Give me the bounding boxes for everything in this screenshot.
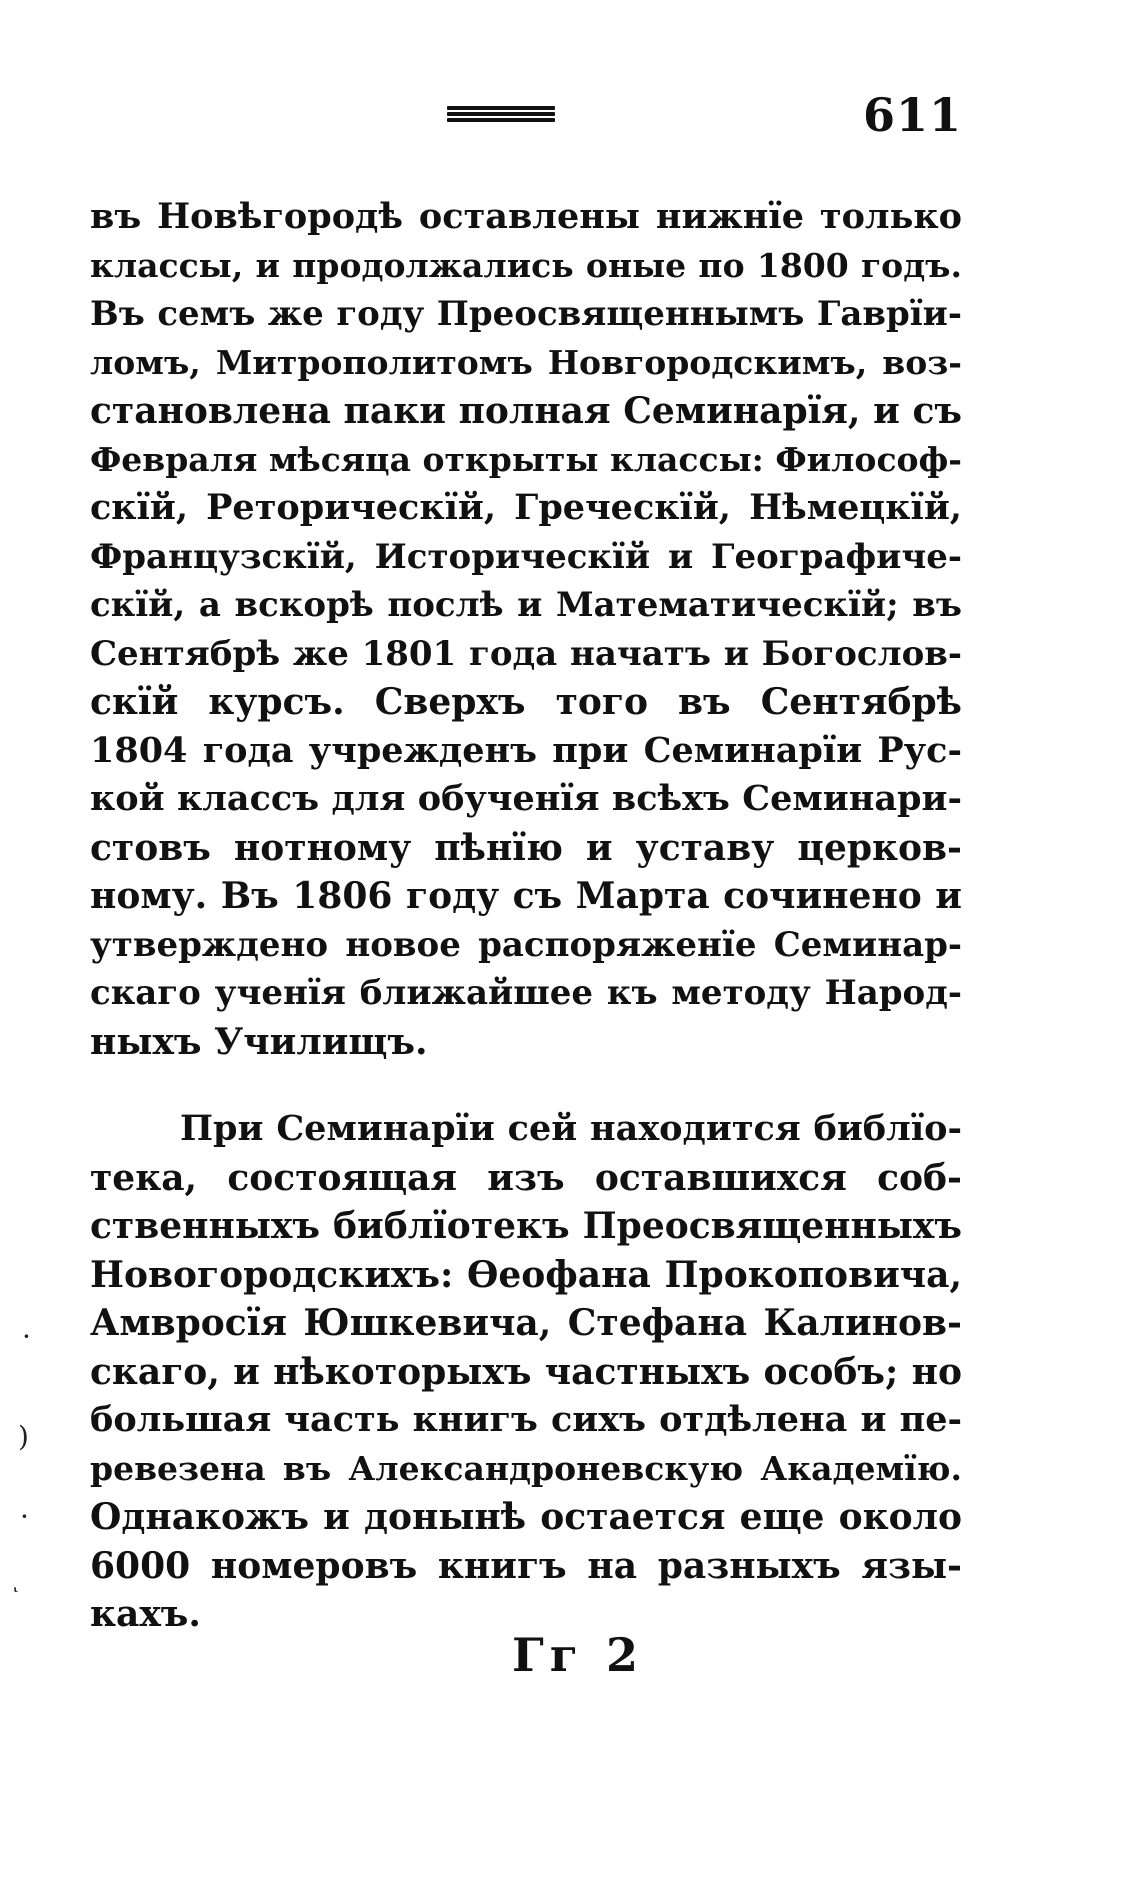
text-line: кахъ. (90, 1593, 201, 1635)
text-line: скаго, и нѣкоторыхъ частныхъ особъ; но (90, 1350, 962, 1393)
page-number: 611 (862, 88, 962, 142)
text-line: скїй, Реторическїй, Греческїй, Нѣмецкїй, (90, 487, 962, 528)
text-line: ственныхъ библїотекъ Преосвященныхъ (90, 1205, 962, 1247)
text-line: скаго ученїя ближайшее къ методу Народ- (90, 973, 962, 1013)
margin-speck: · (20, 1500, 29, 1533)
paragraph-1 (90, 193, 962, 1066)
paragraph-gap (90, 1066, 962, 1105)
text-line: ныхъ Училищъ. (90, 1020, 428, 1063)
text-line: Амвросїя Юшкевича, Стефана Калинов- (90, 1302, 962, 1344)
margin-speck: ) (18, 1420, 29, 1453)
header-rule-line (447, 112, 555, 116)
text-line: скїй курсъ. Сверхъ того въ Сентябрѣ (90, 681, 962, 723)
text-line: ломъ, Митрополитомъ Новгородскимъ, воз- (90, 342, 962, 382)
text-line: утверждено новое распоряженїе Семинар- (90, 924, 962, 965)
text-line: въ Новѣгородѣ оставлены нижнїе только (90, 196, 962, 237)
text-line: 1804 года учрежденъ при Семинарїи Рус- (90, 729, 962, 771)
paragraph-2 (90, 1105, 962, 1639)
text-line: Сентябрѣ же 1801 года начатъ и Богослов- (90, 633, 962, 674)
text-line: становлена паки полная Семинарїя, и съ (90, 390, 962, 432)
text-line: классы, и продолжались оные по 1800 годъ. (90, 245, 962, 285)
header-rule-line (447, 106, 555, 110)
signature-mark: Гг 2 (512, 1628, 644, 1682)
margin-speck: · (22, 1320, 31, 1353)
text-line: скїй, а вскорѣ послѣ и Математическїй; въ (90, 585, 962, 625)
text-line: Въ семъ же году Преосвященнымъ Гаврїи- (90, 294, 962, 334)
text-line: тека, состоящая изъ оставшихся соб- (90, 1156, 962, 1199)
text-line: ревезена въ Александроневскую Академїю. (90, 1448, 962, 1488)
text-line: Новогородскихъ: Ѳеофана Прокоповича, (90, 1253, 962, 1296)
text-line: кой классъ для обученїя всѣхъ Семинари- (90, 778, 962, 819)
text-line: ному. Въ 1806 году съ Марта сочинено и (90, 875, 962, 917)
header-ornament-rule (447, 106, 555, 122)
text-line: 6000 номеровъ книгъ на разныхъ язы- (90, 1544, 962, 1587)
text-line: При Семинарїи сей находится библїо- (180, 1108, 962, 1149)
body-text (90, 193, 962, 1639)
text-line: большая часть книгъ сихъ отдѣлена и пе- (90, 1399, 962, 1440)
text-line: Однакожъ и донынѣ остается еще около (90, 1496, 962, 1538)
text-line: Французскїй, Историческїй и Географиче- (90, 536, 962, 577)
text-line: стовъ нотному пѣнїю и уставу церков- (90, 826, 962, 869)
header-rule-line (447, 118, 555, 122)
text-line: Февраля мѣсяца открыты классы: Философ- (90, 439, 962, 479)
